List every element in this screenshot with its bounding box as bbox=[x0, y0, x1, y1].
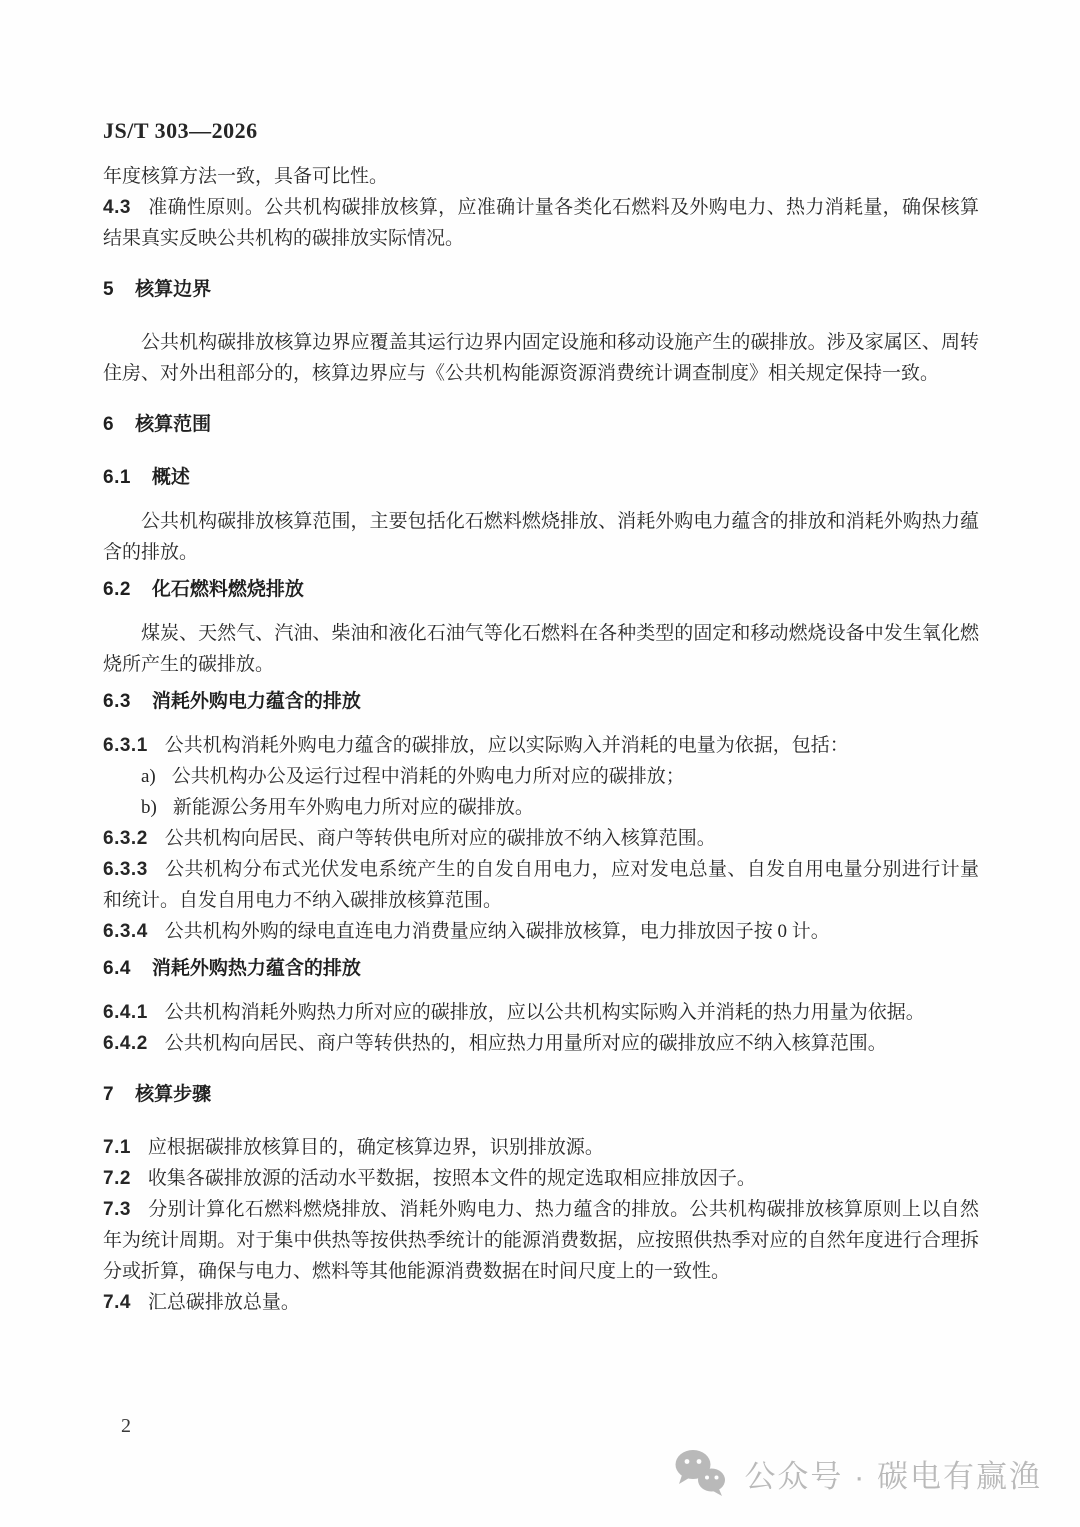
clause-number: 6.1 bbox=[103, 467, 131, 488]
clause-number: 6.3.1 bbox=[103, 735, 148, 756]
clause bbox=[103, 730, 979, 761]
clause bbox=[103, 1287, 979, 1318]
standard-number-header: JS/T 303—2026 bbox=[103, 118, 258, 143]
clause-number: 6.3 bbox=[103, 691, 131, 712]
clause bbox=[103, 1163, 979, 1194]
clause bbox=[103, 1132, 979, 1163]
clause-number: 6.4.2 bbox=[103, 1033, 148, 1054]
document-body bbox=[103, 161, 979, 1318]
clause-number: 7.2 bbox=[103, 1168, 131, 1189]
block-text: 公共机构碳排放核算范围，主要包括化石燃料燃烧排放、消耗外购电力蕴含的排放和消耗外购热力蕴含的排放。 bbox=[103, 511, 979, 563]
page-number: 2 bbox=[121, 1415, 131, 1437]
clause-number: 6.3.3 bbox=[103, 859, 148, 880]
block-text: 公共机构分布式光伏发电系统产生的自发自用电力，应对发电总量、自发自用电量分别进行计量和统计。自发自用电力不纳入碳排放核算范围。 bbox=[103, 859, 979, 911]
clause-number: 7.3 bbox=[103, 1199, 131, 1220]
clause-number: 4.3 bbox=[103, 197, 131, 218]
clause-number: 7.4 bbox=[103, 1292, 131, 1313]
block-text: 公共机构外购的绿电直连电力消费量应纳入碳排放核算，电力排放因子按 0 计。 bbox=[164, 921, 830, 942]
block-text: 核算范围 bbox=[135, 414, 212, 435]
block-text: 核算步骤 bbox=[135, 1084, 212, 1105]
paragraph bbox=[103, 327, 979, 389]
block-text: 概述 bbox=[151, 467, 190, 488]
block-text: 公共机构向居民、商户等转供热的，相应热力用量所对应的碳排放应不纳入核算范围。 bbox=[164, 1033, 887, 1054]
block-text: 收集各碳排放源的活动水平数据，按照本文件的规定选取相应排放因子。 bbox=[147, 1168, 756, 1189]
clause-number: a) bbox=[141, 766, 156, 787]
clause bbox=[103, 823, 979, 854]
paragraph bbox=[103, 161, 979, 192]
clause bbox=[103, 1028, 979, 1059]
clause bbox=[103, 854, 979, 916]
section-heading bbox=[103, 274, 979, 305]
watermark bbox=[672, 1447, 1042, 1499]
clause-number: b) bbox=[141, 797, 157, 818]
paragraph bbox=[103, 618, 979, 680]
block-text: 准确性原则。公共机构碳排放核算，应准确计量各类化石燃料及外购电力、热力消耗量，确保核算结果真实反映公共机构的碳排放实际情况。 bbox=[103, 197, 979, 249]
subsection-heading bbox=[103, 462, 979, 493]
block-text: 分别计算化石燃料燃烧排放、消耗外购电力、热力蕴含的排放。公共机构碳排放核算原则上以自然年为统计周期。对于集中供热等按供热季统计的能源消费数据，应按照供热季对应的自然年度进行合理拆分或折算，确保与电力、燃料等其他能源消费数据在时间尺度上的一致性。 bbox=[103, 1199, 979, 1282]
subsection-heading bbox=[103, 686, 979, 717]
clause-number: 6.2 bbox=[103, 579, 131, 600]
list-item bbox=[103, 792, 979, 823]
section-heading bbox=[103, 1079, 979, 1110]
block-text: 消耗外购电力蕴含的排放 bbox=[151, 691, 361, 712]
block-text: 煤炭、天然气、汽油、柴油和液化石油气等化石燃料在各种类型的固定和移动燃烧设备中发生氧化燃烧所产生的碳排放。 bbox=[103, 623, 979, 675]
clause-number: 6.3.2 bbox=[103, 828, 148, 849]
clause-number: 6.3.4 bbox=[103, 921, 148, 942]
section-heading bbox=[103, 409, 979, 440]
wechat-icon bbox=[672, 1447, 730, 1499]
watermark-label: 公众号 · 碳电有赢渔 bbox=[744, 1458, 1042, 1494]
block-text: 公共机构消耗外购电力蕴含的碳排放，应以实际购入并消耗的电量为依据，包括： bbox=[164, 735, 849, 756]
block-text: 消耗外购热力蕴含的排放 bbox=[151, 958, 361, 979]
paragraph bbox=[103, 506, 979, 568]
clause bbox=[103, 192, 979, 254]
clause bbox=[103, 1194, 979, 1287]
clause bbox=[103, 997, 979, 1028]
list-item bbox=[103, 761, 979, 792]
subsection-heading bbox=[103, 953, 979, 984]
block-text: 新能源公务用车外购电力所对应的碳排放。 bbox=[172, 797, 534, 818]
clause-number: 6.4 bbox=[103, 958, 131, 979]
subsection-heading bbox=[103, 574, 979, 605]
block-text: 公共机构消耗外购热力所对应的碳排放，应以公共机构实际购入并消耗的热力用量为依据。 bbox=[164, 1002, 925, 1023]
block-text: 公共机构办公及运行过程中消耗的外购电力所对应的碳排放； bbox=[171, 766, 685, 787]
clause-number: 7.1 bbox=[103, 1137, 131, 1158]
block-text: 应根据碳排放核算目的，确定核算边界，识别排放源。 bbox=[147, 1137, 604, 1158]
clause-number: 6 bbox=[103, 414, 115, 435]
block-text: 汇总碳排放总量。 bbox=[147, 1292, 300, 1313]
document-content bbox=[103, 118, 979, 1318]
block-text: 公共机构碳排放核算边界应覆盖其运行边界内固定设施和移动设施产生的碳排放。涉及家属区、周转住房、对外出租部分的，核算边界应与《公共机构能源资源消费统计调查制度》相关规定保持一致。 bbox=[103, 332, 979, 384]
block-text: 年度核算方法一致，具备可比性。 bbox=[103, 166, 389, 187]
block-text: 化石燃料燃烧排放 bbox=[151, 579, 304, 600]
block-text: 公共机构向居民、商户等转供电所对应的碳排放不纳入核算范围。 bbox=[164, 828, 716, 849]
block-text: 核算边界 bbox=[135, 279, 212, 300]
clause-number: 5 bbox=[103, 279, 115, 300]
clause bbox=[103, 916, 979, 947]
clause-number: 7 bbox=[103, 1084, 115, 1105]
clause-number: 6.4.1 bbox=[103, 1002, 148, 1023]
